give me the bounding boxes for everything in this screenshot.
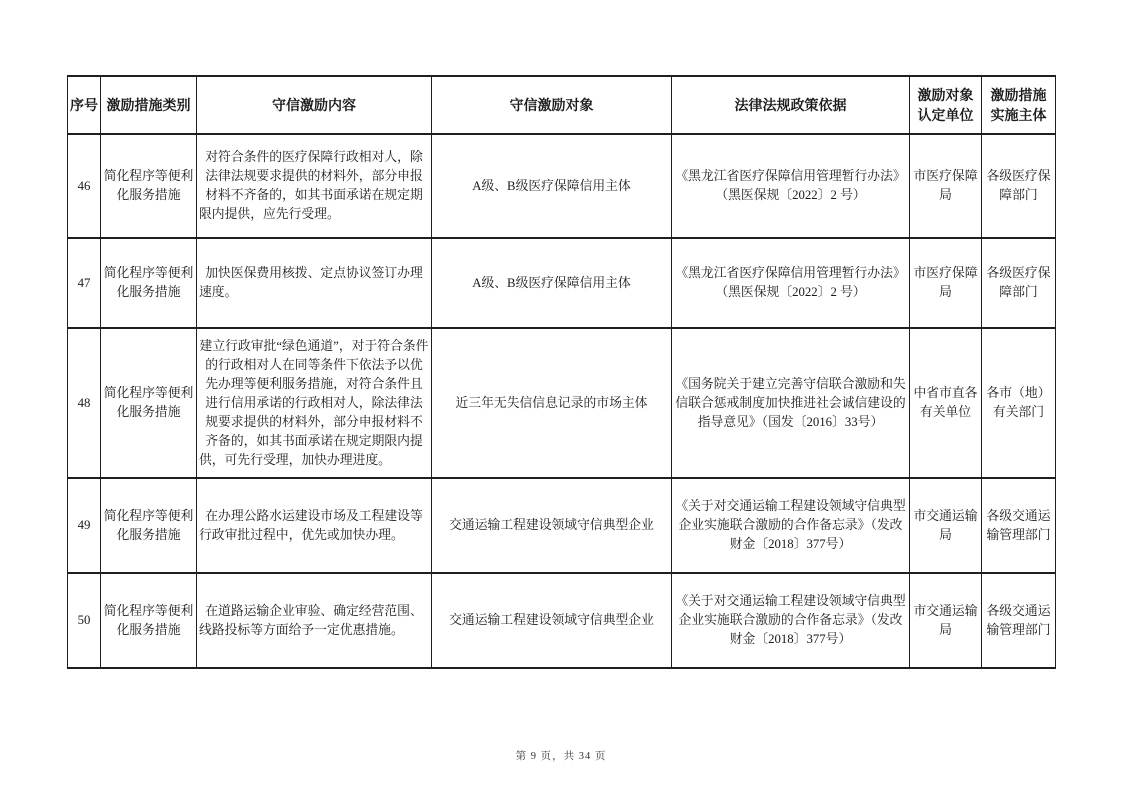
cell-determining-unit: 市医疗保障局 xyxy=(910,134,982,238)
cell-serial-no: 48 xyxy=(68,328,101,478)
cell-incentive-content: 在道路运输企业审验、确定经营范围、线路投标等方面给予一定优惠措施。 xyxy=(197,573,432,668)
cell-measure-category: 简化程序等便利化服务措施 xyxy=(101,238,197,328)
table-row xyxy=(68,238,1056,328)
incentive-measures-table xyxy=(67,75,1056,669)
column-header-incentive-target: 守信激励对象 xyxy=(432,76,672,134)
cell-determining-unit: 市交通运输局 xyxy=(910,478,982,573)
cell-serial-no: 50 xyxy=(68,573,101,668)
cell-serial-no: 49 xyxy=(68,478,101,573)
cell-determining-unit: 市医疗保障局 xyxy=(910,238,982,328)
cell-legal-basis: 《黑龙江省医疗保障信用管理暂行办法》（黑医保规〔2022〕2 号） xyxy=(672,134,910,238)
column-header-determining-unit: 激励对象认定单位 xyxy=(910,76,982,134)
cell-measure-category: 简化程序等便利化服务措施 xyxy=(101,573,197,668)
cell-incentive-content: 建立行政审批“绿色通道”，对于符合条件的行政相对人在同等条件下依法予以优先办理等便利服务措施，对符合条件且进行信用承诺的行政相对人，除法律法规要求提供的材料外，部分申报材料不齐备的，如其书面承诺在规定期限内提供，可先行受理，加快办理进度。 xyxy=(197,328,432,478)
cell-legal-basis: 《关于对交通运输工程建设领域守信典型企业实施联合激励的合作备忘录》（发改财金〔2018〕377号） xyxy=(672,573,910,668)
column-header-legal-basis: 法律法规政策依据 xyxy=(672,76,910,134)
table-row xyxy=(68,328,1056,478)
cell-incentive-target: 交通运输工程建设领域守信典型企业 xyxy=(432,478,672,573)
cell-implementing-body: 各级医疗保障部门 xyxy=(982,134,1056,238)
table-header-row xyxy=(68,76,1056,134)
table-row xyxy=(68,134,1056,238)
cell-incentive-target: 近三年无失信信息记录的市场主体 xyxy=(432,328,672,478)
column-header-incentive-content: 守信激励内容 xyxy=(197,76,432,134)
cell-serial-no: 46 xyxy=(68,134,101,238)
cell-measure-category: 简化程序等便利化服务措施 xyxy=(101,478,197,573)
cell-implementing-body: 各级交通运输管理部门 xyxy=(982,478,1056,573)
column-header-measure-category: 激励措施类别 xyxy=(101,76,197,134)
cell-implementing-body: 各市（地）有关部门 xyxy=(982,328,1056,478)
cell-legal-basis: 《黑龙江省医疗保障信用管理暂行办法》（黑医保规〔2022〕2 号） xyxy=(672,238,910,328)
cell-incentive-content: 对符合条件的医疗保障行政相对人，除法律法规要求提供的材料外，部分申报材料不齐备的，如其书面承诺在规定期限内提供，应先行受理。 xyxy=(197,134,432,238)
cell-implementing-body: 各级交通运输管理部门 xyxy=(982,573,1056,668)
column-header-implementing-body: 激励措施实施主体 xyxy=(982,76,1056,134)
cell-measure-category: 简化程序等便利化服务措施 xyxy=(101,134,197,238)
cell-determining-unit: 中省市直各有关单位 xyxy=(910,328,982,478)
table-row xyxy=(68,573,1056,668)
cell-implementing-body: 各级医疗保障部门 xyxy=(982,238,1056,328)
cell-measure-category: 简化程序等便利化服务措施 xyxy=(101,328,197,478)
cell-incentive-content: 在办理公路水运建设市场及工程建设等行政审批过程中，优先或加快办理。 xyxy=(197,478,432,573)
cell-incentive-target: A级、B级医疗保障信用主体 xyxy=(432,238,672,328)
column-header-serial-no: 序号 xyxy=(68,76,101,134)
cell-legal-basis: 《关于对交通运输工程建设领域守信典型企业实施联合激励的合作备忘录》（发改财金〔2018〕377号） xyxy=(672,478,910,573)
page-number-label: 第 9 页，共 34 页 xyxy=(515,751,607,762)
cell-serial-no: 47 xyxy=(68,238,101,328)
cell-legal-basis: 《国务院关于建立完善守信联合激励和失信联合惩戒制度加快推进社会诚信建设的指导意见》（国发〔2016〕33号） xyxy=(672,328,910,478)
cell-incentive-target: 交通运输工程建设领域守信典型企业 xyxy=(432,573,672,668)
cell-determining-unit: 市交通运输局 xyxy=(910,573,982,668)
cell-incentive-target: A级、B级医疗保障信用主体 xyxy=(432,134,672,238)
cell-incentive-content: 加快医保费用核拨、定点协议签订办理速度。 xyxy=(197,238,432,328)
table-row xyxy=(68,478,1056,573)
